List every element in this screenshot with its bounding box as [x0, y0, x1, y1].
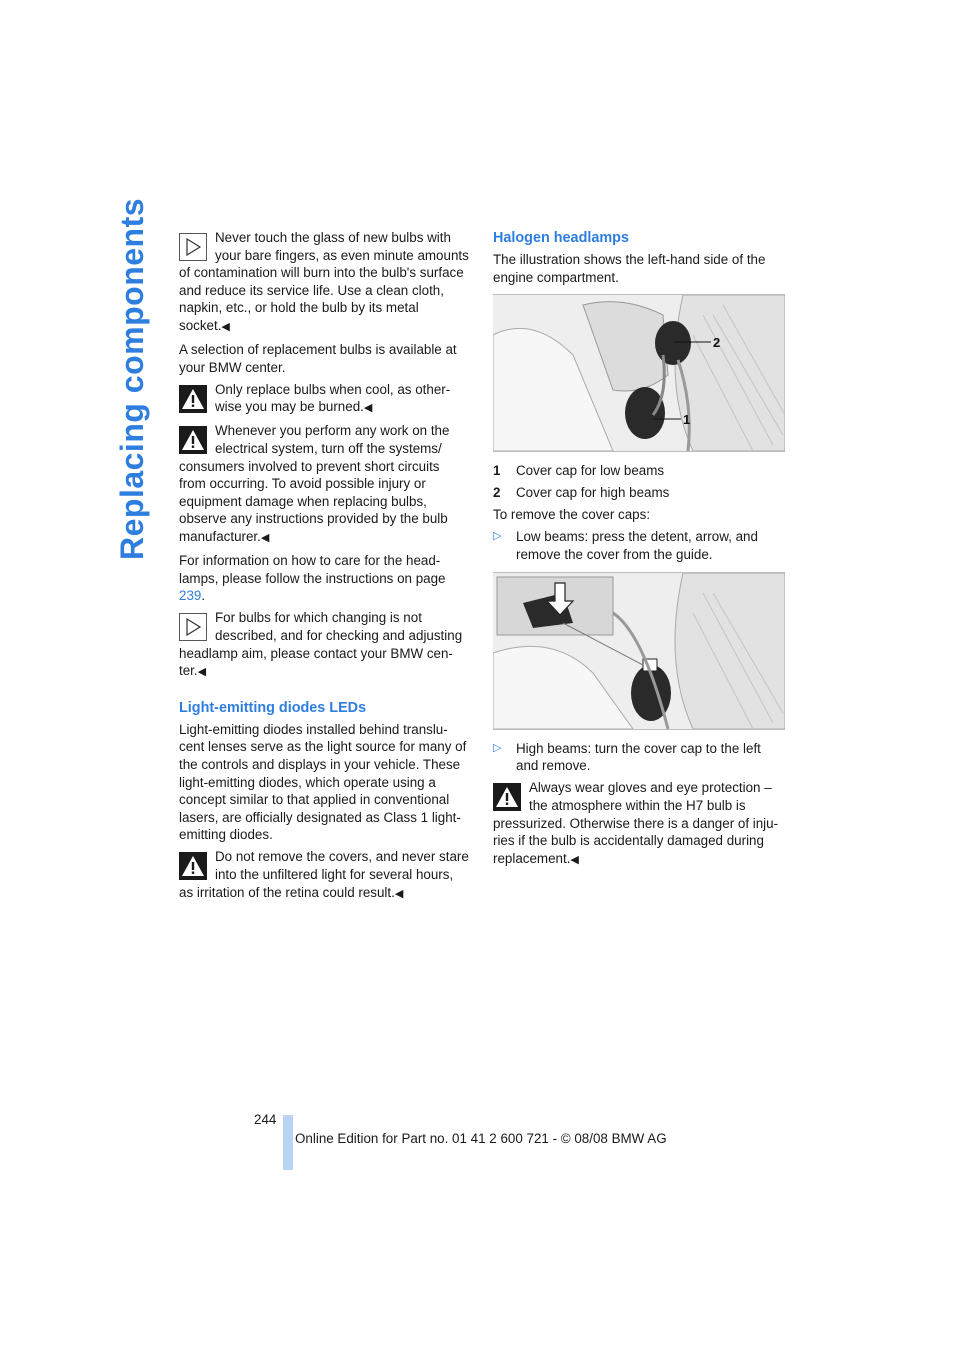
- paragraph-headlamp-care: [179, 552, 469, 605]
- item-label: Cover cap for high beams: [516, 485, 670, 501]
- tip-triangle-icon: [179, 613, 207, 641]
- list-item: [493, 462, 785, 480]
- warning-icon: [493, 783, 521, 811]
- warning-icon: [179, 852, 207, 880]
- bullet-triangle-icon: ▷: [493, 741, 502, 754]
- tip-triangle-icon: [179, 233, 207, 261]
- warning-text: Whenever you perform any work on the electrical system, turn off the systems/ consumers involved to prevent short circuits from occurring. To avoid possible injury or equipment damage when replacing bulbs, observe any instructions provided by the bulb manufacturer.: [179, 423, 450, 544]
- callout-1: 1: [683, 412, 691, 428]
- tip-note-bulb-glass: [179, 229, 469, 337]
- tip-note-headlamp-aim: [179, 609, 469, 681]
- edition-note: Online Edition for Part no. 01 41 2 600 721 - © 08/08 BMW AG: [295, 1131, 667, 1146]
- paragraph-remove-intro: To remove the cover caps:: [493, 507, 651, 523]
- warning-text: Do not remove the covers, and never stare into the unfiltered light for several hours, as irritation of the retina could result.: [179, 849, 469, 900]
- warning-icon: [179, 385, 207, 413]
- section-heading-halogen: Halogen headlamps: [493, 230, 629, 246]
- end-marker-icon: ◀: [570, 853, 579, 866]
- end-marker-icon: ◀: [363, 402, 373, 415]
- page-number: 244: [254, 1112, 277, 1127]
- end-marker-icon: ◀: [260, 532, 270, 544]
- paragraph-illustration-intro: The illustration shows the left-hand side of the engine compartment.: [493, 252, 766, 285]
- page-reference-link[interactable]: 239: [179, 588, 202, 604]
- callout-2: 2: [713, 335, 721, 351]
- warning-icon: [179, 426, 207, 454]
- item-number: 1: [493, 463, 501, 479]
- low-beam-cover-illustration: [493, 572, 785, 730]
- warning-note-gloves: [493, 779, 785, 869]
- paragraph-text: For information on how to care for the head-lamps, please follow the instructions on page: [179, 553, 446, 586]
- engine-compartment-illustration: [493, 294, 785, 452]
- section-heading-leds: Light-emitting diodes LEDs: [179, 699, 367, 716]
- right-column: [493, 229, 785, 874]
- end-marker-icon: ◀: [221, 320, 230, 333]
- warning-note-cool-bulbs: [179, 381, 469, 418]
- paragraph-replacement-bulbs: A selection of replacement bulbs is available at your BMW center.: [179, 342, 457, 375]
- warning-note-led-covers: [179, 848, 469, 903]
- left-column: [179, 229, 469, 908]
- end-marker-icon: ◀: [197, 666, 207, 679]
- item-number: 2: [493, 485, 501, 501]
- warning-note-electrical: [179, 422, 469, 547]
- tip-text: For bulbs for which changing is not described, and for checking and adjusting headlamp aim, please contact your BMW cen-ter.: [179, 610, 463, 679]
- warning-text: Only replace bulbs when cool, as other-wise you may be burned.: [215, 381, 451, 415]
- item-label: Cover cap for low beams: [516, 463, 665, 479]
- bullet-text: High beams: turn the cover cap to the left and remove.: [516, 740, 761, 774]
- footer-accent-bar: [283, 1115, 293, 1170]
- list-item: [493, 484, 785, 502]
- end-marker-icon: ◀: [394, 887, 404, 900]
- bullet-triangle-icon: ▷: [493, 530, 502, 543]
- paragraph-leds: Light-emitting diodes installed behind translu-cent lenses serve as the light source for many of the controls and displays in your vehicle. These light-emitting diodes, which operate using a concept similar to that applied in conventional lasers, are officially designated as Class 1 light-emitting diodes.: [179, 721, 467, 843]
- tip-text: Never touch the glass of new bulbs with your bare fingers, as even minute amounts of contamination will burn into the bulb's surface and reduce its service life. Use a clean cloth, napkin, etc., or hold the bulb by its metal socket.: [179, 230, 469, 333]
- warning-text: Always wear gloves and eye protection – the atmosphere within the H7 bulb is pressurized. Otherwise there is a danger of inju-ries if the bulb is accidentally damaged during replacement.: [493, 780, 779, 866]
- bullet-item-low-beams: [493, 528, 785, 563]
- side-section-title: Replacing components: [114, 197, 150, 560]
- period: .: [201, 588, 206, 604]
- bullet-text: Low beams: press the detent, arrow, and remove the cover from the guide.: [516, 529, 758, 563]
- bullet-item-high-beams: [493, 740, 785, 775]
